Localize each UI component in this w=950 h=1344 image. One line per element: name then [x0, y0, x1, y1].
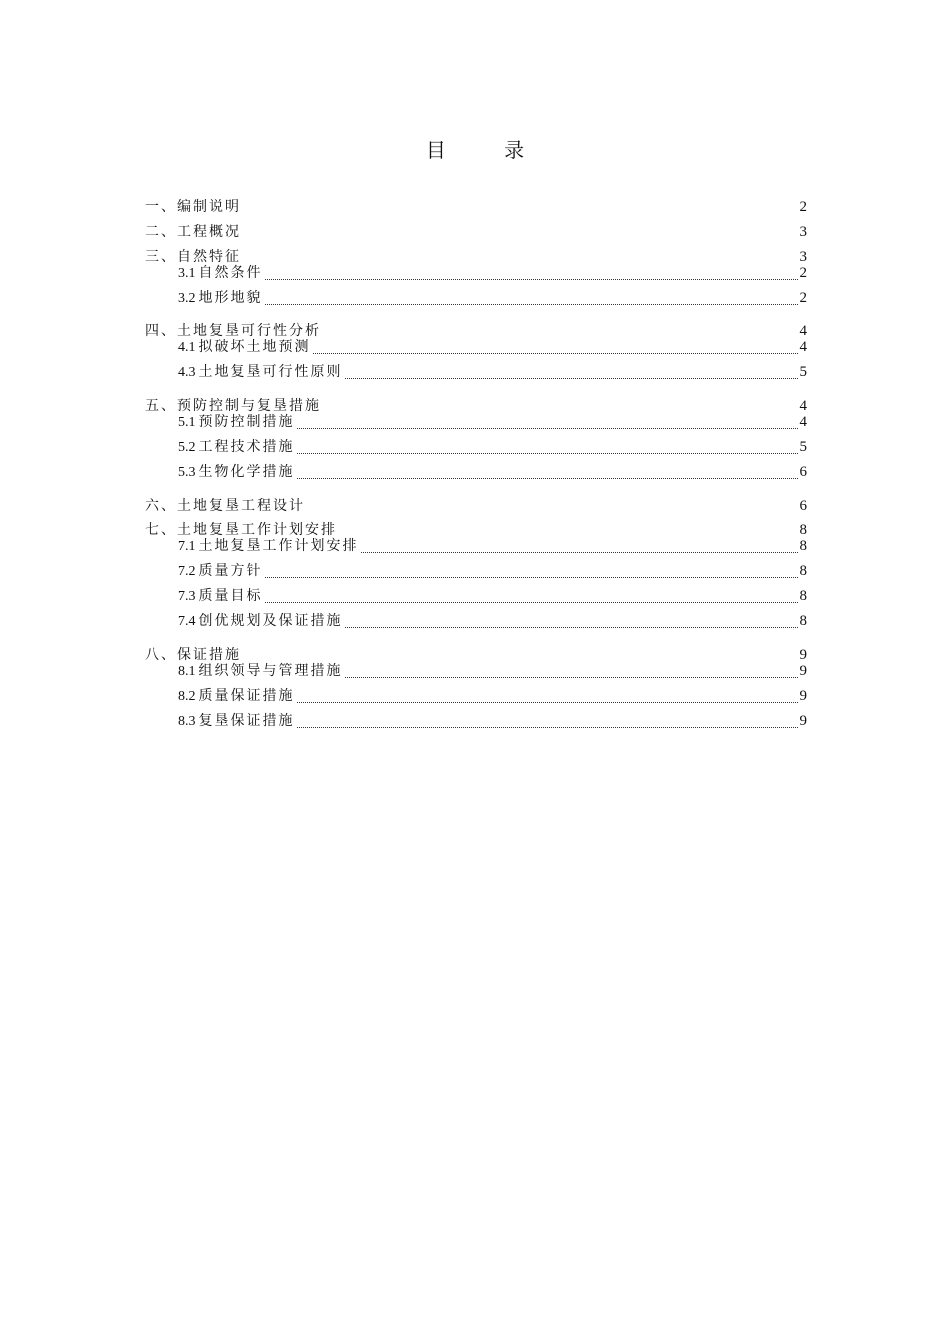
- toc-list: [145, 186, 807, 734]
- toc-entry-text: 地形地貌: [198, 289, 263, 306]
- toc-entry-text: 质量方针: [198, 563, 263, 580]
- dot-leader: [265, 265, 798, 280]
- toc-subentry[interactable]: [145, 335, 807, 360]
- toc-subentry[interactable]: [145, 659, 807, 684]
- toc-entry-text: 土地复垦可行性原则: [198, 364, 343, 381]
- dot-leader: [297, 713, 798, 728]
- toc-page-number: 4: [799, 414, 807, 431]
- toc-page-number: 9: [799, 712, 807, 729]
- leader-space: [323, 385, 798, 410]
- toc-subentry[interactable]: [145, 584, 807, 609]
- toc-subentry[interactable]: [145, 709, 807, 734]
- toc-entry-number: 3.1: [178, 265, 196, 281]
- leader-space: [243, 211, 798, 236]
- toc-entry-label: [178, 534, 359, 560]
- toc-entry[interactable]: [145, 510, 807, 539]
- toc-page-number: 5: [799, 364, 807, 381]
- toc-page-number: 4: [799, 323, 807, 340]
- leader-space: [307, 485, 798, 510]
- toc-subentry[interactable]: [145, 609, 807, 634]
- toc-subentry[interactable]: [145, 360, 807, 385]
- toc-entry-text: 复垦保证措施: [198, 712, 295, 729]
- dot-leader: [345, 364, 798, 379]
- toc-entry-text: 组织领导与管理措施: [198, 662, 343, 679]
- toc-entry-number: 7.1: [178, 539, 196, 555]
- dot-leader: [345, 663, 798, 678]
- toc-entry-label: [178, 435, 295, 461]
- toc-page-number: 4: [799, 339, 807, 356]
- toc-subentry[interactable]: [145, 534, 807, 559]
- leader-space: [243, 634, 798, 659]
- toc-entry-text: 一、编制说明: [145, 198, 241, 215]
- dot-leader: [345, 613, 798, 628]
- toc-entry-text: 土地复垦工作计划安排: [198, 538, 359, 555]
- dot-leader: [265, 290, 798, 305]
- dot-leader: [313, 339, 798, 354]
- dot-leader: [361, 538, 798, 553]
- leader-space: [243, 186, 798, 211]
- toc-entry-text: 三、自然特征: [145, 248, 241, 265]
- toc-subentry[interactable]: [145, 261, 807, 286]
- leader-space: [323, 310, 798, 335]
- toc-entry-label: [178, 584, 263, 610]
- toc-entry-number: 8.1: [178, 663, 196, 679]
- toc-page-number: 8: [799, 538, 807, 555]
- toc-entry-label: [178, 335, 311, 361]
- toc-entry-text: 质量保证措施: [198, 687, 295, 704]
- toc-page-number: 6: [799, 497, 807, 514]
- leader-space: [339, 510, 798, 535]
- toc-page-number: 9: [799, 646, 807, 663]
- toc-entry-label: [178, 659, 343, 685]
- toc-page-number: 2: [799, 289, 807, 306]
- toc-entry-text: 预防控制措施: [198, 414, 295, 431]
- toc-entry-text: 拟破坏土地预测: [198, 339, 311, 356]
- toc-entry-text: 质量目标: [198, 588, 263, 605]
- toc-entry-number: 7.4: [178, 614, 196, 630]
- dot-leader: [297, 414, 798, 429]
- toc-entry-number: 5.2: [178, 439, 196, 455]
- toc-page-number: 3: [799, 223, 807, 240]
- toc-entry-text: 八、保证措施: [145, 646, 241, 663]
- toc-entry-number: 5.3: [178, 464, 196, 480]
- toc-entry[interactable]: [145, 236, 807, 265]
- toc-entry[interactable]: [145, 186, 807, 215]
- leader-space: [243, 236, 798, 261]
- toc-page-number: 8: [799, 563, 807, 580]
- toc-entry[interactable]: [145, 310, 807, 340]
- toc-entry-number: 4.1: [178, 340, 196, 356]
- toc-entry-number: 3.2: [178, 290, 196, 306]
- toc-entry-text: 二、工程概况: [145, 223, 241, 240]
- toc-entry-text: 工程技术措施: [198, 438, 295, 455]
- toc-entry-label: [178, 360, 343, 386]
- toc-subentry[interactable]: [145, 559, 807, 584]
- dot-leader: [297, 439, 798, 454]
- toc-page-number: 9: [799, 687, 807, 704]
- toc-page-number: 9: [799, 662, 807, 679]
- toc-entry-text: 创优规划及保证措施: [198, 613, 343, 630]
- toc-page-number: 2: [799, 264, 807, 281]
- toc-page-number: 8: [799, 588, 807, 605]
- toc-entry[interactable]: [145, 485, 807, 514]
- toc-page-number: 6: [799, 463, 807, 480]
- toc-entry-text: 六、土地复垦工程设计: [145, 497, 305, 514]
- toc-subentry[interactable]: [145, 684, 807, 709]
- dot-leader: [265, 563, 798, 578]
- toc-page-number: 8: [799, 522, 807, 539]
- toc-page-number: 4: [799, 398, 807, 415]
- toc-entry-label: [178, 709, 295, 735]
- toc-page-number: 2: [799, 198, 807, 215]
- toc-entry-label: [178, 261, 263, 287]
- toc-subentry[interactable]: [145, 410, 807, 435]
- toc-entry-text: 七、土地复垦工作计划安排: [145, 522, 337, 539]
- toc-entry-text: 自然条件: [198, 264, 263, 281]
- dot-leader: [297, 688, 798, 703]
- toc-entry-text: 生物化学措施: [198, 463, 295, 480]
- toc-entry-label: [178, 684, 295, 710]
- toc-subentry[interactable]: [145, 286, 807, 311]
- toc-entry-number: 7.3: [178, 589, 196, 605]
- toc-entry[interactable]: [145, 385, 807, 415]
- toc-entry-label: [178, 410, 295, 436]
- toc-page-number: 5: [799, 438, 807, 455]
- toc-entry-label: [178, 609, 343, 635]
- toc-entry-number: 4.3: [178, 365, 196, 381]
- dot-leader: [297, 464, 798, 479]
- toc-entry-label: [178, 460, 295, 486]
- toc-page-number: 8: [799, 613, 807, 630]
- toc-entry-number: 8.2: [178, 688, 196, 704]
- toc-entry-label: [178, 286, 263, 312]
- toc-entry[interactable]: [145, 634, 807, 663]
- toc-entry[interactable]: [145, 211, 807, 240]
- toc-entry-number: 5.1: [178, 415, 196, 431]
- toc-entry-number: 8.3: [178, 713, 196, 729]
- toc-entry-text: 四、土地复垦可行性分析: [145, 323, 321, 340]
- dot-leader: [265, 588, 798, 603]
- toc-subentry[interactable]: [145, 460, 807, 485]
- toc-title: 目 录: [425, 138, 551, 162]
- toc-entry-label: [178, 559, 263, 585]
- toc-entry-text: 五、预防控制与复垦措施: [145, 398, 321, 415]
- toc-entry-number: 7.2: [178, 564, 196, 580]
- toc-subentry[interactable]: [145, 435, 807, 460]
- toc-page-number: 3: [799, 248, 807, 265]
